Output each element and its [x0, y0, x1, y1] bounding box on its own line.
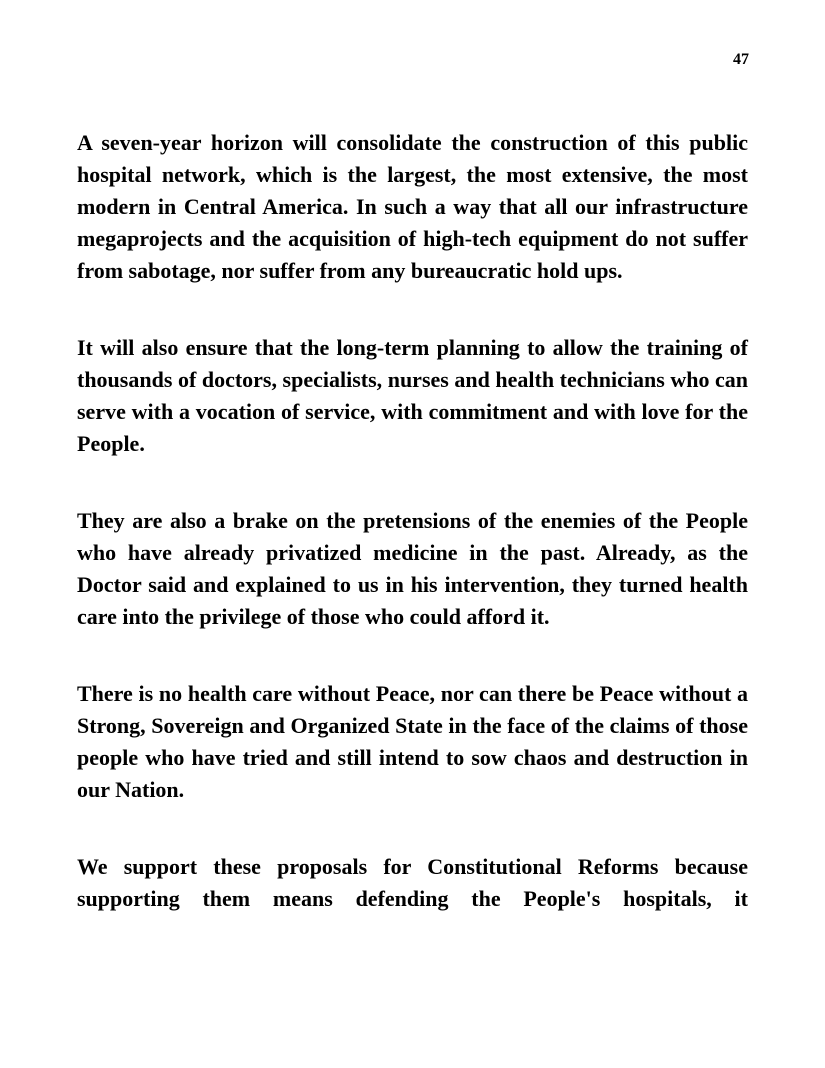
paragraph-brake-on-enemies: They are also a brake on the pretensions of the enemies of the People who have already privatized medicine in the past. Already, as the Doctor said and explained to us in his intervention, they turned health care into the privilege of those who could afford it.	[77, 508, 748, 629]
page-number: 47	[733, 51, 749, 68]
paragraph-constitutional-reforms: We support these proposals for Constitutional Reforms because supporting them means defending the People's hospitals, it	[77, 854, 748, 911]
paragraph-hospital-network: A seven-year horizon will consolidate the construction of this public hospital network, which is the largest, the most extensive, the most modern in Central America. In such a way that all our infrastructure megaprojects and the acquisition of high-tech equipment do not suffer from sabotage, nor suffer from any bureaucratic hold ups.	[77, 130, 748, 283]
body-text	[77, 127, 748, 960]
paragraph-training-planning: It will also ensure that the long-term planning to allow the training of thousands of doctors, specialists, nurses and health technicians who can serve with a vocation of service, with commitment and with love for the People.	[77, 335, 748, 456]
paragraph-health-and-peace: There is no health care without Peace, nor can there be Peace without a Strong, Sovereign and Organized State in the face of the claims of those people who have tried and still intend to sow chaos and destruction in our Nation.	[77, 681, 748, 802]
